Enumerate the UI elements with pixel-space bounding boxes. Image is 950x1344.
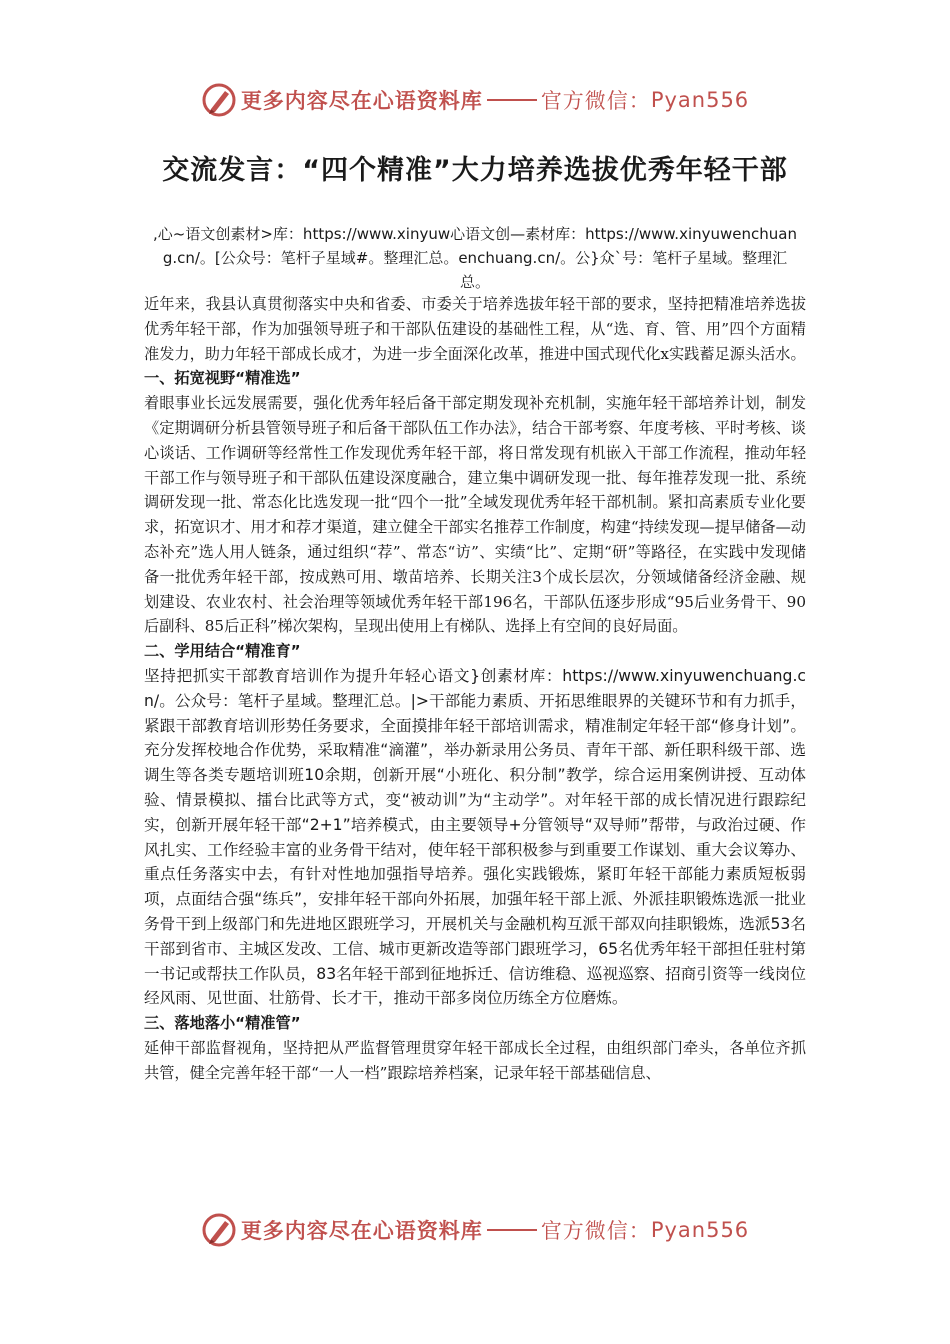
banner-text: 更多内容尽在心语资料库	[240, 1219, 483, 1243]
banner-text: 更多内容尽在心语资料库	[240, 89, 483, 113]
section-paragraph: 坚持把抓实干部教育培训作为提升年轻心语文}创素材库：https://www.xinyuwenchuang.cn/。公众号：笔杆子星域。整理汇总。|>干部能力素质、开拓思维眼界的关键环节和有力抓手，紧跟干部教育培训形势任务要求，全面摸排年轻干部培训需求，精准制定年轻干部“修身计划”。充分发挥校地合作优势，采取精准“滴灌”，举办新录用公务员、青年干部、新任职科级干部、选调生等各类专题培训班10余期，创新开展“小班化、积分制”教学，综合运用案例讲授、互动体验、情景模拟、擂台比武等方式，变“被动训”为“主动学”。对年轻干部的成长情况进行跟踪纪实，创新开展年轻干部“2+1”培养模式，由主要领导+分管领导“双导师”帮带，与政治过硬、作风扎实、工作经验丰富的业务骨干结对，使年轻干部积极参与到重要工作谋划、重大会议筹办、重点任务落实中去，有针对性地加强指导培养。强化实践锻炼，紧盯年轻干部能力素质短板弱项，点面结合强“练兵”，安排年轻干部向外拓展，加强年轻干部上派、外派挂职锻炼选派一批业务骨干到上级部门和先进地区跟班学习，开展机关与金融机构互派干部双向挂职锻炼，选派53名干部到省市、主城区发改、工信、城市更新改造等部门跟班学习，65名优秀年轻干部担任驻村第一书记或帮扶工作队员，83名年轻干部到征地拆迁、信访维稳、巡视巡察、招商引资等一线岗位经风雨、见世面、壮筋骨、长才干，推动干部多岗位历练全方位磨炼。	[144, 666, 806, 1008]
section-paragraph: 延伸干部监督视角，坚持把从严监督管理贯穿年轻干部成长全过程，由组织部门牵头，各单位齐抓共管，健全完善年轻干部“一人一档”跟踪培养档案，记录年轻干部基础信息、	[144, 1038, 806, 1082]
banner-dash	[487, 1229, 537, 1231]
banner-wechat-id: Pyan556	[650, 1218, 750, 1242]
section-heading: 二、学用结合“精准育”	[144, 642, 301, 661]
footer-banner	[0, 1210, 950, 1250]
header-banner	[0, 80, 950, 120]
section-heading: 一、拓宽视野“精准选”	[144, 369, 301, 388]
banner-dash	[487, 99, 537, 101]
pen-circle-logo-icon	[201, 1212, 237, 1248]
section-paragraph: 着眼事业长远发展需要，强化优秀年轻后备干部定期发现补充机制，实施年轻干部培养计划，制发《定期调研分析县管领导班子和后备干部队伍工作办法》，结合干部考察、年度考核、平时考核、谈心谈话、工作调研等经常性工作发现优秀年轻干部，将日常发现有机嵌入干部工作流程，推动年轻干部工作与领导班子和干部队伍建设深度融合，建立集中调研发现一批、每年推荐发现一批、系统调研发现一批、常态化比选发现一批“四个一批”全域发现优秀年轻干部机制。紧扣高素质专业化要求，拓宽识才、用才和荐才渠道，建立健全干部实名推荐工作制度，构建“持续发现—提早储备—动态补充”选人用人链条，通过组织“荐”、常态“访”、实绩“比”、定期“研”等路径，在实践中发现储备一批优秀年轻干部，按成熟可用、墩苗培养、长期关注3个成长层次，分领域储备经济金融、规划建设、农业农村、社会治理等领域优秀年轻干部196名，干部队伍逐步形成“95后业务骨干、90后副科、85后正科”梯次架构，呈现出使用上有梯队、选择上有空间的良好局面。	[144, 394, 806, 636]
intro-paragraph: 近年来，我县认真贯彻落实中央和省委、市委关于培养选拔年轻干部的要求，坚持把精准培养选拔优秀年轻干部，作为加强领导班子和干部队伍建设的基础性工程，从“选、育、管、用”四个方面精准发力，助力年轻干部成长成才，为进一步全面深化改革，推进中国式现代化x实践蓄足源头活水。	[144, 295, 806, 363]
source-note: ,心~语文创素材>库：https://www.xinyuw心语文创—素材库：https://www.xinyuwenchuang.cn/。[公众号：笔杆子星域#。整理汇总。enchuang.cn/。公}众`号：笔杆子星域。整理汇总。	[153, 225, 797, 291]
banner-wechat-label: 官方微信：	[540, 89, 651, 113]
banner-wechat-label: 官方微信：	[540, 1219, 651, 1243]
pen-circle-logo-icon	[201, 82, 237, 118]
section-heading: 三、落地落小“精准管”	[144, 1014, 301, 1033]
document-title: 交流发言：“四个精准”大力培养选拔优秀年轻干部	[162, 155, 788, 186]
document-body	[144, 292, 806, 1086]
banner-wechat-id: Pyan556	[650, 88, 750, 112]
